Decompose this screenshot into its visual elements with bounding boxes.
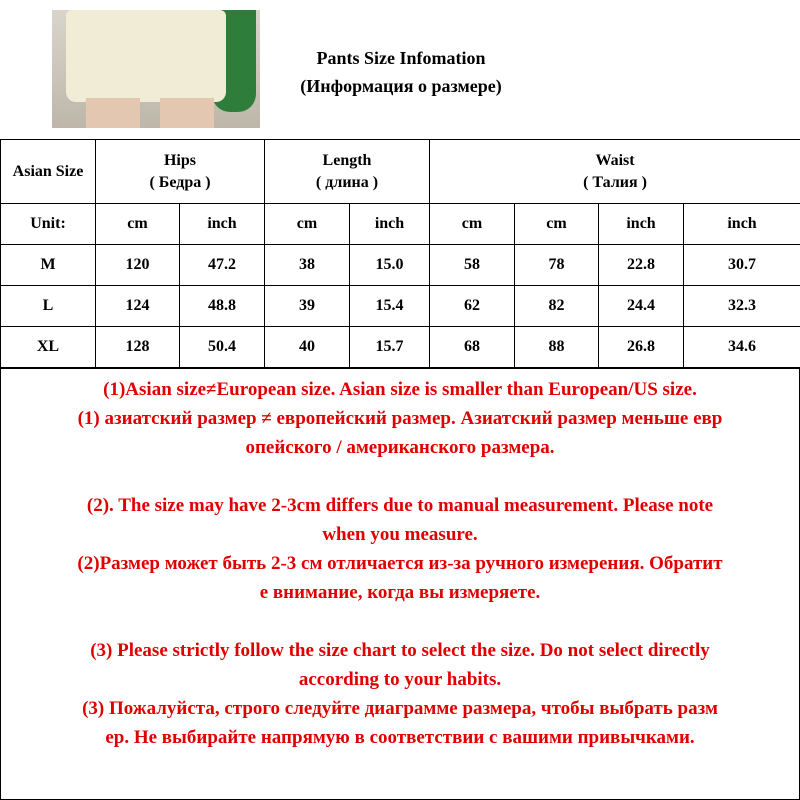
table-cell: 32.3	[684, 286, 800, 327]
table-cell: 50.4	[180, 327, 265, 368]
units-row	[1, 204, 800, 245]
table-cell: 68	[430, 327, 515, 368]
unit-cell: inch	[350, 204, 430, 245]
unit-cell: inch	[684, 204, 800, 245]
table-cell: 40	[265, 327, 350, 368]
page-title: Pants Size Infomation	[316, 48, 486, 68]
table-cell: 58	[430, 245, 515, 286]
unit-cell: cm	[96, 204, 180, 245]
unit-cell: Unit:	[1, 204, 96, 245]
note-2-en-cont: when you measure.	[322, 524, 478, 545]
table-cell: XL	[1, 327, 96, 368]
table-cell: 48.8	[180, 286, 265, 327]
note-1-ru-cont: опейского / американского размера.	[245, 437, 555, 458]
waist-label-ru: ( Талия )	[583, 173, 647, 191]
unit-cell: inch	[599, 204, 684, 245]
unit-cell: cm	[430, 204, 515, 245]
table-cell: 124	[96, 286, 180, 327]
table-cell: 39	[265, 286, 350, 327]
table-cell: 30.7	[684, 245, 800, 286]
spacer	[1, 607, 799, 636]
note-3-en: (3) Please strictly follow the size chart to select the size. Do not select directly	[90, 640, 710, 661]
unit-cell: cm	[265, 204, 350, 245]
table-row	[1, 286, 800, 327]
note-2-en: (2). The size may have 2-3cm differs due to manual measurement. Please note	[86, 495, 714, 516]
table-cell: 120	[96, 245, 180, 286]
shorts-shape	[66, 10, 226, 102]
table-cell: 38	[265, 245, 350, 286]
table-cell: 78	[515, 245, 599, 286]
note-2-ru: (2)Размер может быть 2-3 см отличается из-за ручного измерения. Обратит	[77, 553, 723, 574]
table-cell: M	[1, 245, 96, 286]
table-cell: 15.7	[350, 327, 430, 368]
table-cell: 26.8	[599, 327, 684, 368]
size-table	[0, 139, 800, 368]
note-3-ru: (3) Пожалуйста, строго следуйте диаграмме размера, чтобы выбрать разм	[82, 698, 718, 719]
note-1-ru: (1) азиатский размер ≠ европейский размер. Азиатский размер меньше евр	[77, 408, 723, 429]
waist-header	[430, 140, 800, 204]
hips-header	[96, 140, 265, 204]
note-1-en: (1)Asian size≠European size. Asian size is smaller than European/US size.	[103, 379, 697, 400]
table-cell: 82	[515, 286, 599, 327]
table-cell: 22.8	[599, 245, 684, 286]
asian-size-header: Asian Size	[1, 140, 96, 204]
note-3-ru-cont: ер. Не выбирайте напрямую в соответствии с вашими привычками.	[105, 727, 695, 748]
unit-cell: cm	[515, 204, 599, 245]
table-row	[1, 327, 800, 368]
table-cell: L	[1, 286, 96, 327]
table-cell: 47.2	[180, 245, 265, 286]
table-cell: 24.4	[599, 286, 684, 327]
table-cell: 34.6	[684, 327, 800, 368]
waist-label: Waist	[595, 151, 635, 169]
header-row	[1, 140, 800, 204]
table-cell: 62	[430, 286, 515, 327]
leg-left	[86, 98, 140, 128]
header	[0, 0, 800, 139]
length-header	[265, 140, 430, 204]
length-label-ru: ( длина )	[315, 173, 379, 191]
spacer	[1, 462, 799, 491]
page-subtitle: (Информация о размере)	[300, 76, 502, 96]
note-2-ru-cont: е внимание, когда вы измеряете.	[259, 582, 541, 603]
product-photo	[52, 10, 260, 128]
note-3-en-cont: according to your habits.	[298, 669, 502, 690]
length-label: Length	[322, 151, 372, 169]
table-row	[1, 245, 800, 286]
table-cell: 15.0	[350, 245, 430, 286]
hips-label: Hips	[163, 151, 196, 169]
unit-cell: inch	[180, 204, 265, 245]
hips-label-ru: ( Бедра )	[149, 173, 211, 191]
table-cell: 88	[515, 327, 599, 368]
notes-box	[0, 368, 800, 800]
table-cell: 128	[96, 327, 180, 368]
leg-right	[160, 98, 214, 128]
table-cell: 15.4	[350, 286, 430, 327]
